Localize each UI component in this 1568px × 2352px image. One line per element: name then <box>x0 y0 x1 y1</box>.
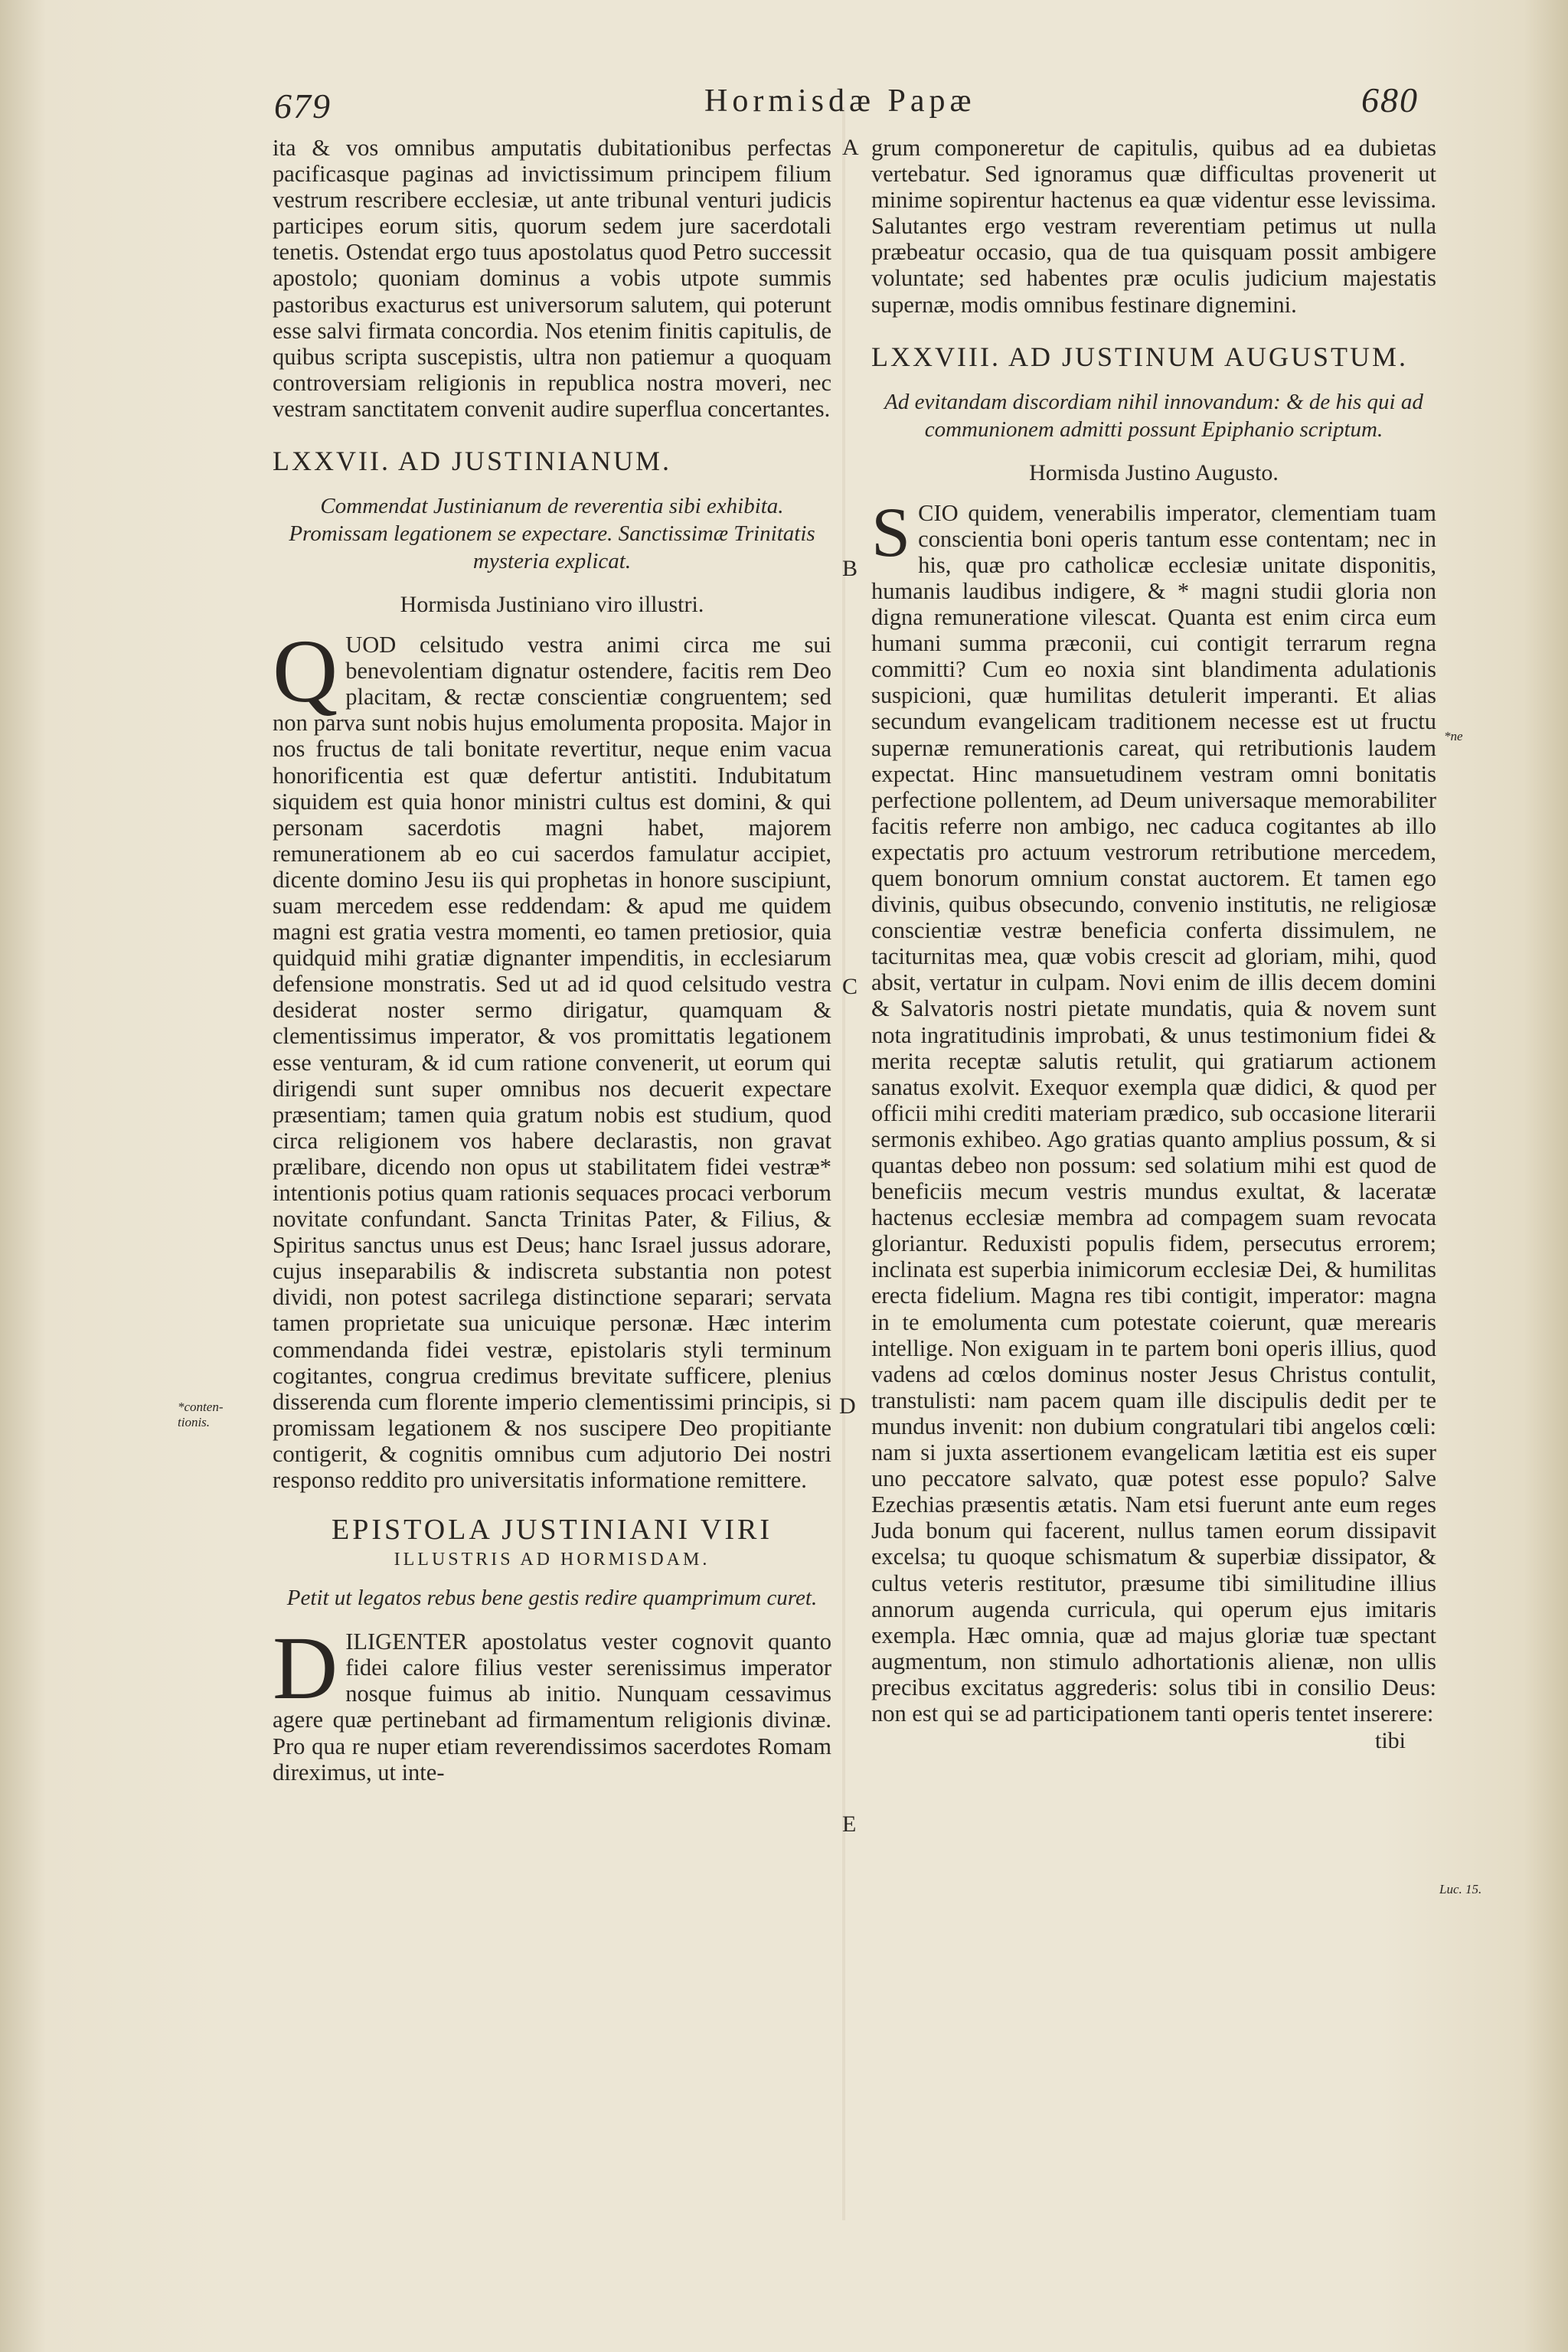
paragraph-continuation: ita & vos omnibus amputatis dubitationibus perfectas pacificasque paginas ad invictissimum principem filium vestrum rescribere ecclesiæ, ut ante tribunal venturi judicis participes eorum sitis, quorum sedem jure sacerdotali tenetis. Ostendat ergo tuus apostolatus quod Petro successit apostolo; quoniam dominus a vobis utpote summis pastoribus exacturus est universorum salutem, qui poterunt esse salvi firmata concordia. Nos etenim finitis capitulis, de quibus scripta suscepistis, ultra non patiemur a quoquam controversiam religionis in republica nostra moveri, nec vestram sanctitatem convenit audire superflua concertantes. <box>273 135 831 422</box>
epistola-title: EPISTOLA JUSTINIANI VIRI <box>332 1514 773 1547</box>
epistola-subtitle: ILLUSTRIS AD HORMISDAM. <box>394 1550 710 1570</box>
margin-note-ne: *ne <box>1444 729 1463 743</box>
section-title-lxxvii: LXXVII. AD JUSTINIANUM. <box>273 446 671 477</box>
drop-cap: S <box>871 492 911 571</box>
margin-note-contentionis: *conten-tionis. <box>178 1400 224 1429</box>
margin-note-luc: Luc. 15. <box>1439 1882 1482 1896</box>
left-column <box>273 135 831 1785</box>
section-letter-e: E <box>842 1811 857 1837</box>
drop-cap: Q <box>273 621 338 722</box>
section-letter-a: A <box>842 135 859 160</box>
epistola-summary: Petit ut legatos rebus bene gestis redire quamprimum curet. <box>286 1586 818 1611</box>
page-gutter-shadow <box>842 107 845 2220</box>
letter-text-epistola: ILIGENTER apostolatus vester cognovit quanto fidei calore filius vester serenissimus imperator nosque fuimus ab initio. Nunquam cessavimus agere quæ pertinebant ad firmamentum religionis divinæ. Pro qua re nuper etiam reverendissimos sacerdotes Romam direximus, ut inte- <box>273 1628 831 1785</box>
page-header <box>0 77 1568 126</box>
right-column <box>871 135 1436 1754</box>
salutation-lxxvii: Hormisda Justiniano viro illustri. <box>400 592 704 618</box>
section-letter-d: D <box>839 1393 856 1419</box>
letter-body-lxxviii <box>871 492 1436 1726</box>
salutation-lxxviii: Hormisda Justino Augusto. <box>1029 459 1279 485</box>
drop-cap: D <box>273 1618 338 1719</box>
page-number-right: 680 <box>1361 80 1419 119</box>
section-letter-c: C <box>842 974 858 999</box>
paragraph-continuation: grum componeretur de capitulis, quibus ad ea dubietas vertebatur. Sed ignoramus quæ difficultas provenerit ut minime sopirentur hactenus ea quæ videntur esse levissima. Salutantes ergo vestram reverentiam petimus ut nulla præbeatur occasio, qua de tua quisquam possit ambigere voluntate; sed habentes præ oculis judicium majestatis supernæ, modis omnibus festinare dignemini. <box>871 135 1436 318</box>
section-summary-lxxvii: Commendat Justinianum de reverentia sibi exhibita. Promissam legationem se expectare. Sanctissimæ Trinitatis mysteria explicat. <box>289 494 815 574</box>
letter-text-lxxviii: CIO quidem, venerabilis imperator, clementiam tuam conscientia boni operis tantum esse contentam; nec in his, quæ pro catholicæ ecclesiæ unitate disponitis, humanis laudibus indigere, & * magni studii gloria non digna remuneratione vilescat. Quanta est enim circa eum humani summa præconii, cui contigit terrarum regna committi? Cum eo noxia sint blandimenta adulationis suspicioni, quæ humilitas detulerit imperanti. Et alias secundum evangelicam traditionem necesse est ut fructu supernæ remunerationis careat, qui retributionis laudem expectat. Hinc mansuetudinem vestram omni bonitatis perfectione pollentem, ad Deum universaque memorabiliter facitis referre non ambigo, nec caduca cogitantes ab illo expectatis pro actuum vestrorum retributione mercedem, quem bonorum omnium constat auctorem. Et tamen ego divinis, quibus obsecundo, convenio institutis, ne religiosæ conscientiæ vestræ beneficia conferta dissimulem, ne taciturnitas mea, quæ vobis crescit ad gloriam, mihi, quod absit, vertatur in culpam. Novi enim de illis decem domini & Salvatoris nostri pietate mundatis, quia & novem sunt nota ingratitudinis improbati, & unus testimonium fidei & merita receptæ salutis retulit, qui gratiarum actionem sanatus exolvit. Exequor exempla quæ didici, & quod per officii mihi crediti materiam prædico, sub occasione literarii sermonis exhibeo. Ago gratias quanto amplius possum, & si quantas debeo non possum: sed solatium mihi est quod de beneficiis mecum vestris mundus exultat, & laceratæ hactenus ecclesiæ membra ad compagem suam revocata gloriantur. Reduxisti populis fidem, persecutus errorem; inclinata est superbia inimicorum ecclesiæ Dei, & humilitas erecta fidelium. Magna res tibi contigit, imperator: magna in te emolumenta cum potestate coierunt, quæ merearis intellige. Non exiguam in te partem boni operis illius, quod vadens ad cœlos dominus noster Jesus Christus contulit, transtulisti: nam pacem quam ille discipulis dedit per te mundus invenit: non dubium congratulari tibi angelos cœli: nam si juxta assertionem evangelicam lætitia est eis super uno peccatore salvato, quæ potest esse populo? Salve Ezechias præsentis ætatis. Nam etsi fuerunt ante eum reges Juda bonum qui facerent, nullus tamen eorum dissipavit excelsa; tu quoque schismatum & superbiæ dissipator, & cultus veteris restitutor, præsume tibi similitudine illius annorum augenda curricula, qui operum ejus imitaris exempla. Hæc omnia, quæ ad majus gloriæ tuæ spectant augmentum, non stimulo adhortationis alienæ, non ullis precibus excitatus aggrederis: solus tibi in consilio Deus: non est qui se ad participationem tanti operis tentet inserere: <box>871 499 1436 1726</box>
section-title-lxxviii: LXXVIII. AD JUSTINUM AUGUSTUM. <box>871 341 1408 372</box>
letter-text-lxxvii: UOD celsitudo vestra animi circa me sui benevolentiam dignatur ostendere, facitis rem Deo placitam, & rectæ conscientiæ congruentem; sed non parva sunt nobis hujus emolumenta proposita. Major in nos fructus de tali bonitate revertitur, neque enim vacua honorificentia est quæ defertur antistiti. Indubitatum siquidem est quia honor ministri cultus est domini, & qui personam sacerdotis magni habet, majorem remunerationem ab eo cui sacerdos famulatur accipiet, dicente domino Jesu iis qui prophetas in honore suscipiunt, suam mercedem esse reddendam: & apud me quidem magni est gratia vestra momenti, eo tamen pretiosior, quia quidquid mihi gratiæ dignanter impenditis, in ecclesiarum defensione monstratis. Sed ut ad id quod celsitudo vestra desiderat noster sermo dirigatur, quamquam & clementissimus imperator, & vos promittatis legationem esse venturam, & id cum ratione convenerit, ut eorum qui dirigendi sunt super omnibus nos decuerit expectare præsentiam; tamen quia gratum nobis est studium, quod circa religionem vos habere declarastis, non gravat prælibare, dicendo non opus ut stabilitatem fidei vestræ* intentionis potius quam rationis sequaces procaci verborum novitate confundant. Sancta Trinitas Pater, & Filius, & Spiritus sanctus unus est Deus; hanc Israel jussus adorare, cujus inseparabilis & indiscreta substantia non potest dividi, non potest sacrilega distinctione separari; servata tamen proprietate sua unicuique personæ. Hæc interim commendanda fidei vestræ, epistolaris styli terminum cogitantes, congrua credimus brevitate sufficere, plenius disserenda cum florente imperio clementissimi principis, si promissam legationem & nos suscipere Deo propitiante contigerit, & cognitis omnibus cum adjutorio Dei nostri responso reddito pro universitatis informatione remittere. <box>273 632 831 1494</box>
section-summary-lxxviii: Ad evitandam discordiam nihil innovandum: & de his qui ad communionem admitti possunt Epiphanio scriptum. <box>884 389 1423 442</box>
catchword: tibi <box>1374 1728 1406 1754</box>
letter-body-lxxvii <box>273 621 831 1494</box>
letter-body-epistola <box>273 1618 831 1785</box>
running-title: Hormisdæ Papæ <box>704 83 976 119</box>
section-letter-b: B <box>842 556 858 581</box>
page-number-left: 679 <box>274 87 332 126</box>
